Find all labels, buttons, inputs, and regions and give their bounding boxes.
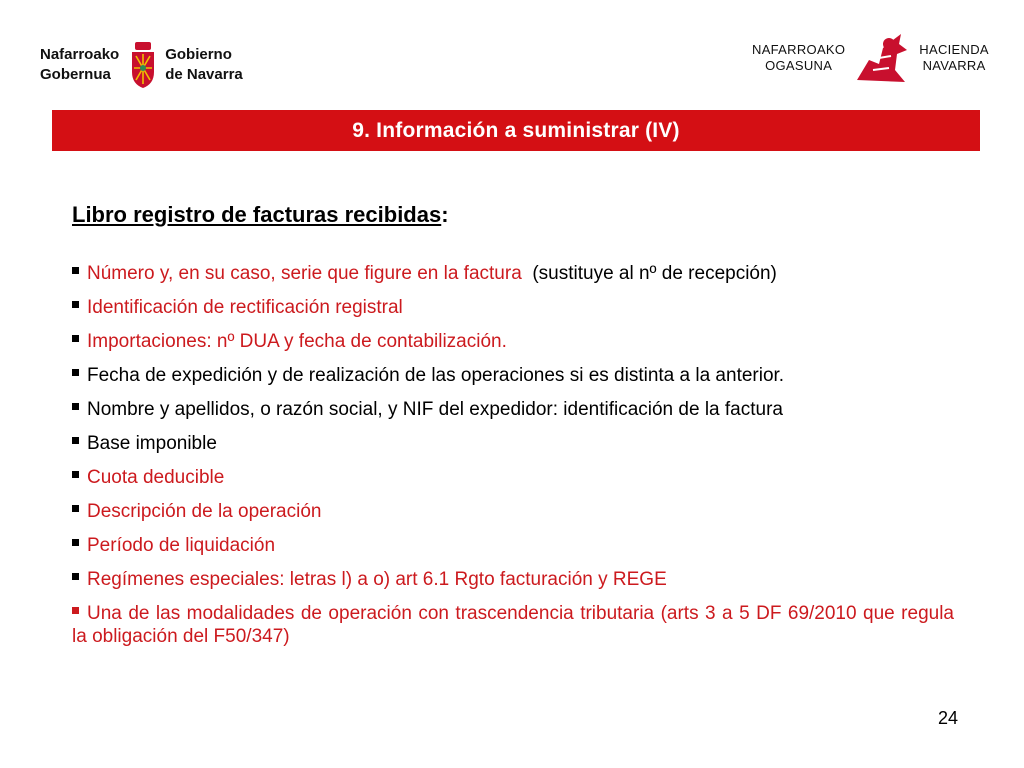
list-item (72, 500, 954, 523)
square-bullet-icon (72, 267, 79, 274)
list-item-text: Nombre y apellidos, o razón social, y NIF del expedidor: identificación de la factura (87, 399, 783, 420)
list-item-text: Número y, en su caso, serie que figure en la factura (87, 263, 522, 284)
square-bullet-icon (72, 301, 79, 308)
list-item-text: Identificación de rectificación registral (87, 297, 403, 318)
list-item (72, 568, 954, 591)
hacienda-navarra-logo (752, 30, 989, 86)
list-item (72, 398, 954, 421)
square-bullet-icon (72, 607, 79, 614)
logo-text-line: NAVARRA (922, 58, 986, 73)
section-heading-suffix: : (441, 202, 449, 227)
list-item (72, 262, 954, 285)
square-bullet-icon (72, 437, 79, 444)
logo-left-basque (40, 45, 119, 85)
square-bullet-icon (72, 539, 79, 546)
logo-text-line: Nafarroako (40, 46, 120, 63)
list-item-text: Importaciones: nº DUA y fecha de contabilización. (87, 331, 507, 352)
logo-text-line: NAFARROAKO (752, 42, 846, 57)
logo-right-spanish (919, 42, 989, 74)
section-heading-text: Libro registro de facturas recibidas (72, 202, 442, 227)
logo-text-line: OGASUNA (765, 58, 833, 73)
square-bullet-icon (72, 335, 79, 342)
bullet-list (72, 262, 954, 659)
list-item (72, 432, 954, 455)
list-item-text: Fecha de expedición y de realización de las operaciones si es distinta a la anterior. (87, 365, 785, 386)
list-item (72, 364, 954, 387)
logo-left-spanish (165, 45, 243, 85)
list-item-text: Cuota deducible (87, 467, 225, 488)
slide-title-bar (52, 110, 980, 151)
list-item-text: Descripción de la operación (87, 501, 322, 522)
hacienda-emblem-icon (849, 30, 915, 86)
square-bullet-icon (72, 403, 79, 410)
list-item (72, 534, 954, 557)
square-bullet-icon (72, 505, 79, 512)
logo-right-basque (752, 42, 845, 74)
list-item (72, 466, 954, 489)
square-bullet-icon (72, 471, 79, 478)
list-item-note: (sustituye al nº de recepción) (521, 263, 777, 284)
list-item-text: Regímenes especiales: letras l) a o) art 6.1 Rgto facturación y REGE (87, 569, 667, 590)
square-bullet-icon (72, 369, 79, 376)
navarra-coat-of-arms-icon (129, 40, 157, 90)
list-item (72, 330, 954, 353)
list-item-text: Período de liquidación (87, 535, 276, 556)
list-item-text: Una de las modalidades de operación con trascendencia tributaria (arts 3 a 5 DF 69/2010 que regula la obligación del F50/347) (72, 603, 954, 647)
gobierno-navarra-logo (40, 38, 243, 92)
square-bullet-icon (72, 573, 79, 580)
logo-text-line: de Navarra (165, 66, 243, 83)
page-number: 24 (938, 708, 959, 728)
list-item-text: Base imponible (87, 433, 217, 454)
logo-text-line: HACIENDA (919, 42, 989, 57)
list-item (72, 602, 954, 648)
slide-title: 9. Información a suministrar (IV) (352, 118, 680, 142)
logo-text-line: Gobernua (40, 66, 111, 83)
logo-text-line: Gobierno (165, 46, 232, 63)
section-heading (72, 202, 449, 228)
list-item (72, 296, 954, 319)
